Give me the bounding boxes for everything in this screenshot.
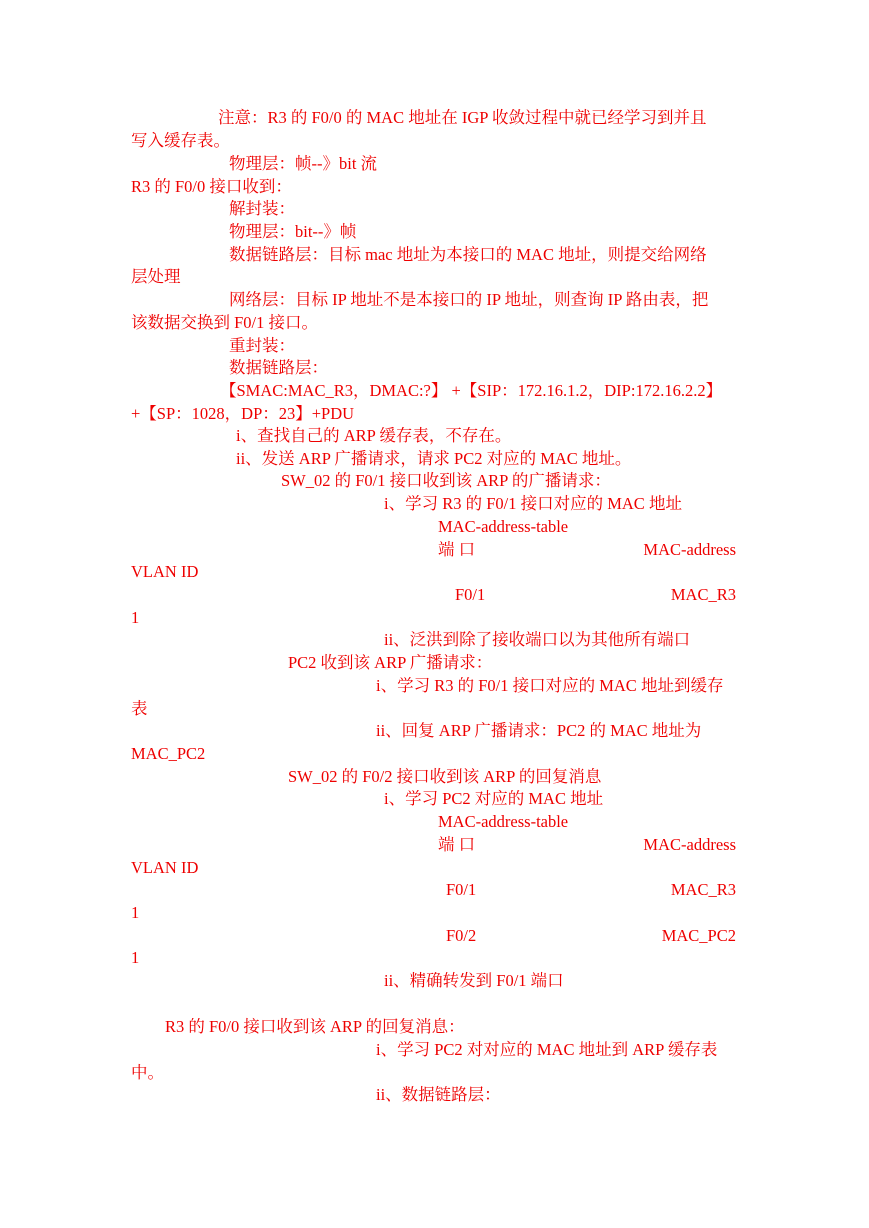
text-line: i、学习 PC2 对对应的 MAC 地址到 ARP 缓存表 bbox=[376, 1040, 718, 1059]
table-cell-port: F0/1 bbox=[446, 880, 477, 899]
column-header-mac: MAC-address bbox=[643, 540, 736, 559]
text-line: ii、发送 ARP 广播请求，请求 PC2 对应的 MAC 地址。 bbox=[236, 449, 632, 468]
text-line: PC2 收到该 ARP 广播请求： bbox=[288, 653, 493, 672]
text-line: i、查找自己的 ARP 缓存表，不存在。 bbox=[236, 426, 512, 445]
table-row bbox=[446, 926, 736, 946]
table-cell-mac: MAC_PC2 bbox=[661, 926, 736, 945]
text-line: ii、回复 ARP 广播请求：PC2 的 MAC 地址为 bbox=[376, 721, 702, 740]
text-line: 该数据交换到 F0/1 接口。 bbox=[131, 313, 319, 332]
text-line: 物理层：帧--》bit 流 bbox=[229, 154, 378, 173]
table-caption: MAC-address-table bbox=[438, 517, 569, 536]
column-header-vlan: VLAN ID bbox=[131, 562, 199, 581]
table-cell-vlan: 1 bbox=[131, 608, 140, 627]
table-cell-mac: MAC_R3 bbox=[670, 880, 736, 899]
text-line: SW_02 的 F0/1 接口收到该 ARP 的广播请求： bbox=[281, 471, 611, 490]
text-line: R3 的 F0/0 接口收到该 ARP 的回复消息： bbox=[165, 1017, 465, 1036]
text-line: 层处理 bbox=[131, 267, 181, 286]
text-line: i、学习 R3 的 F0/1 接口对应的 MAC 地址到缓存 bbox=[376, 676, 724, 695]
text-line: 中。 bbox=[131, 1063, 164, 1082]
table-caption: MAC-address-table bbox=[438, 812, 569, 831]
table-cell-mac: MAC_R3 bbox=[670, 585, 736, 604]
column-header-port: 端 口 bbox=[438, 835, 476, 854]
text-line: 网络层：目标 IP 地址不是本接口的 IP 地址，则查询 IP 路由表，把 bbox=[229, 290, 709, 309]
text-line: SW_02 的 F0/2 接口收到该 ARP 的回复消息 bbox=[288, 767, 602, 786]
text-line: ii、泛洪到除了接收端口以为其他所有端口 bbox=[384, 630, 691, 649]
text-line: 物理层：bit--》帧 bbox=[229, 222, 357, 241]
text-line: 注意：R3 的 F0/0 的 MAC 地址在 IGP 收敛过程中就已经学习到并且 bbox=[218, 108, 707, 127]
text-line: 重封装： bbox=[229, 336, 295, 355]
text-line: i、学习 PC2 对应的 MAC 地址 bbox=[384, 789, 604, 808]
table-cell-port: F0/2 bbox=[446, 926, 477, 945]
table-header-row bbox=[438, 540, 736, 560]
table-row bbox=[455, 585, 736, 605]
text-line: 写入缓存表。 bbox=[131, 131, 230, 150]
text-line: ii、精确转发到 F0/1 端口 bbox=[384, 971, 564, 990]
table-row bbox=[446, 880, 736, 900]
text-line: +【SP：1028，DP：23】+PDU bbox=[131, 404, 355, 423]
table-cell-port: F0/1 bbox=[455, 585, 486, 604]
table-cell-vlan: 1 bbox=[131, 903, 140, 922]
text-line: MAC_PC2 bbox=[131, 744, 206, 763]
text-line: 【SMAC:MAC_R3，DMAC:?】 +【SIP：172.16.1.2，DIP:172.16.2.2】 bbox=[220, 381, 723, 400]
text-line: ii、数据链路层： bbox=[376, 1085, 501, 1104]
text-line: i、学习 R3 的 F0/1 接口对应的 MAC 地址 bbox=[384, 494, 682, 513]
text-line: 数据链路层： bbox=[229, 358, 328, 377]
table-header-row bbox=[438, 835, 736, 855]
text-line: 表 bbox=[131, 699, 148, 718]
column-header-port: 端 口 bbox=[438, 540, 476, 559]
text-line: 解封装： bbox=[229, 199, 295, 218]
text-line: R3 的 F0/0 接口收到： bbox=[131, 177, 292, 196]
column-header-vlan: VLAN ID bbox=[131, 858, 199, 877]
column-header-mac: MAC-address bbox=[643, 835, 736, 854]
table-cell-vlan: 1 bbox=[131, 948, 140, 967]
text-line: 数据链路层：目标 mac 地址为本接口的 MAC 地址，则提交给网络 bbox=[229, 245, 707, 264]
